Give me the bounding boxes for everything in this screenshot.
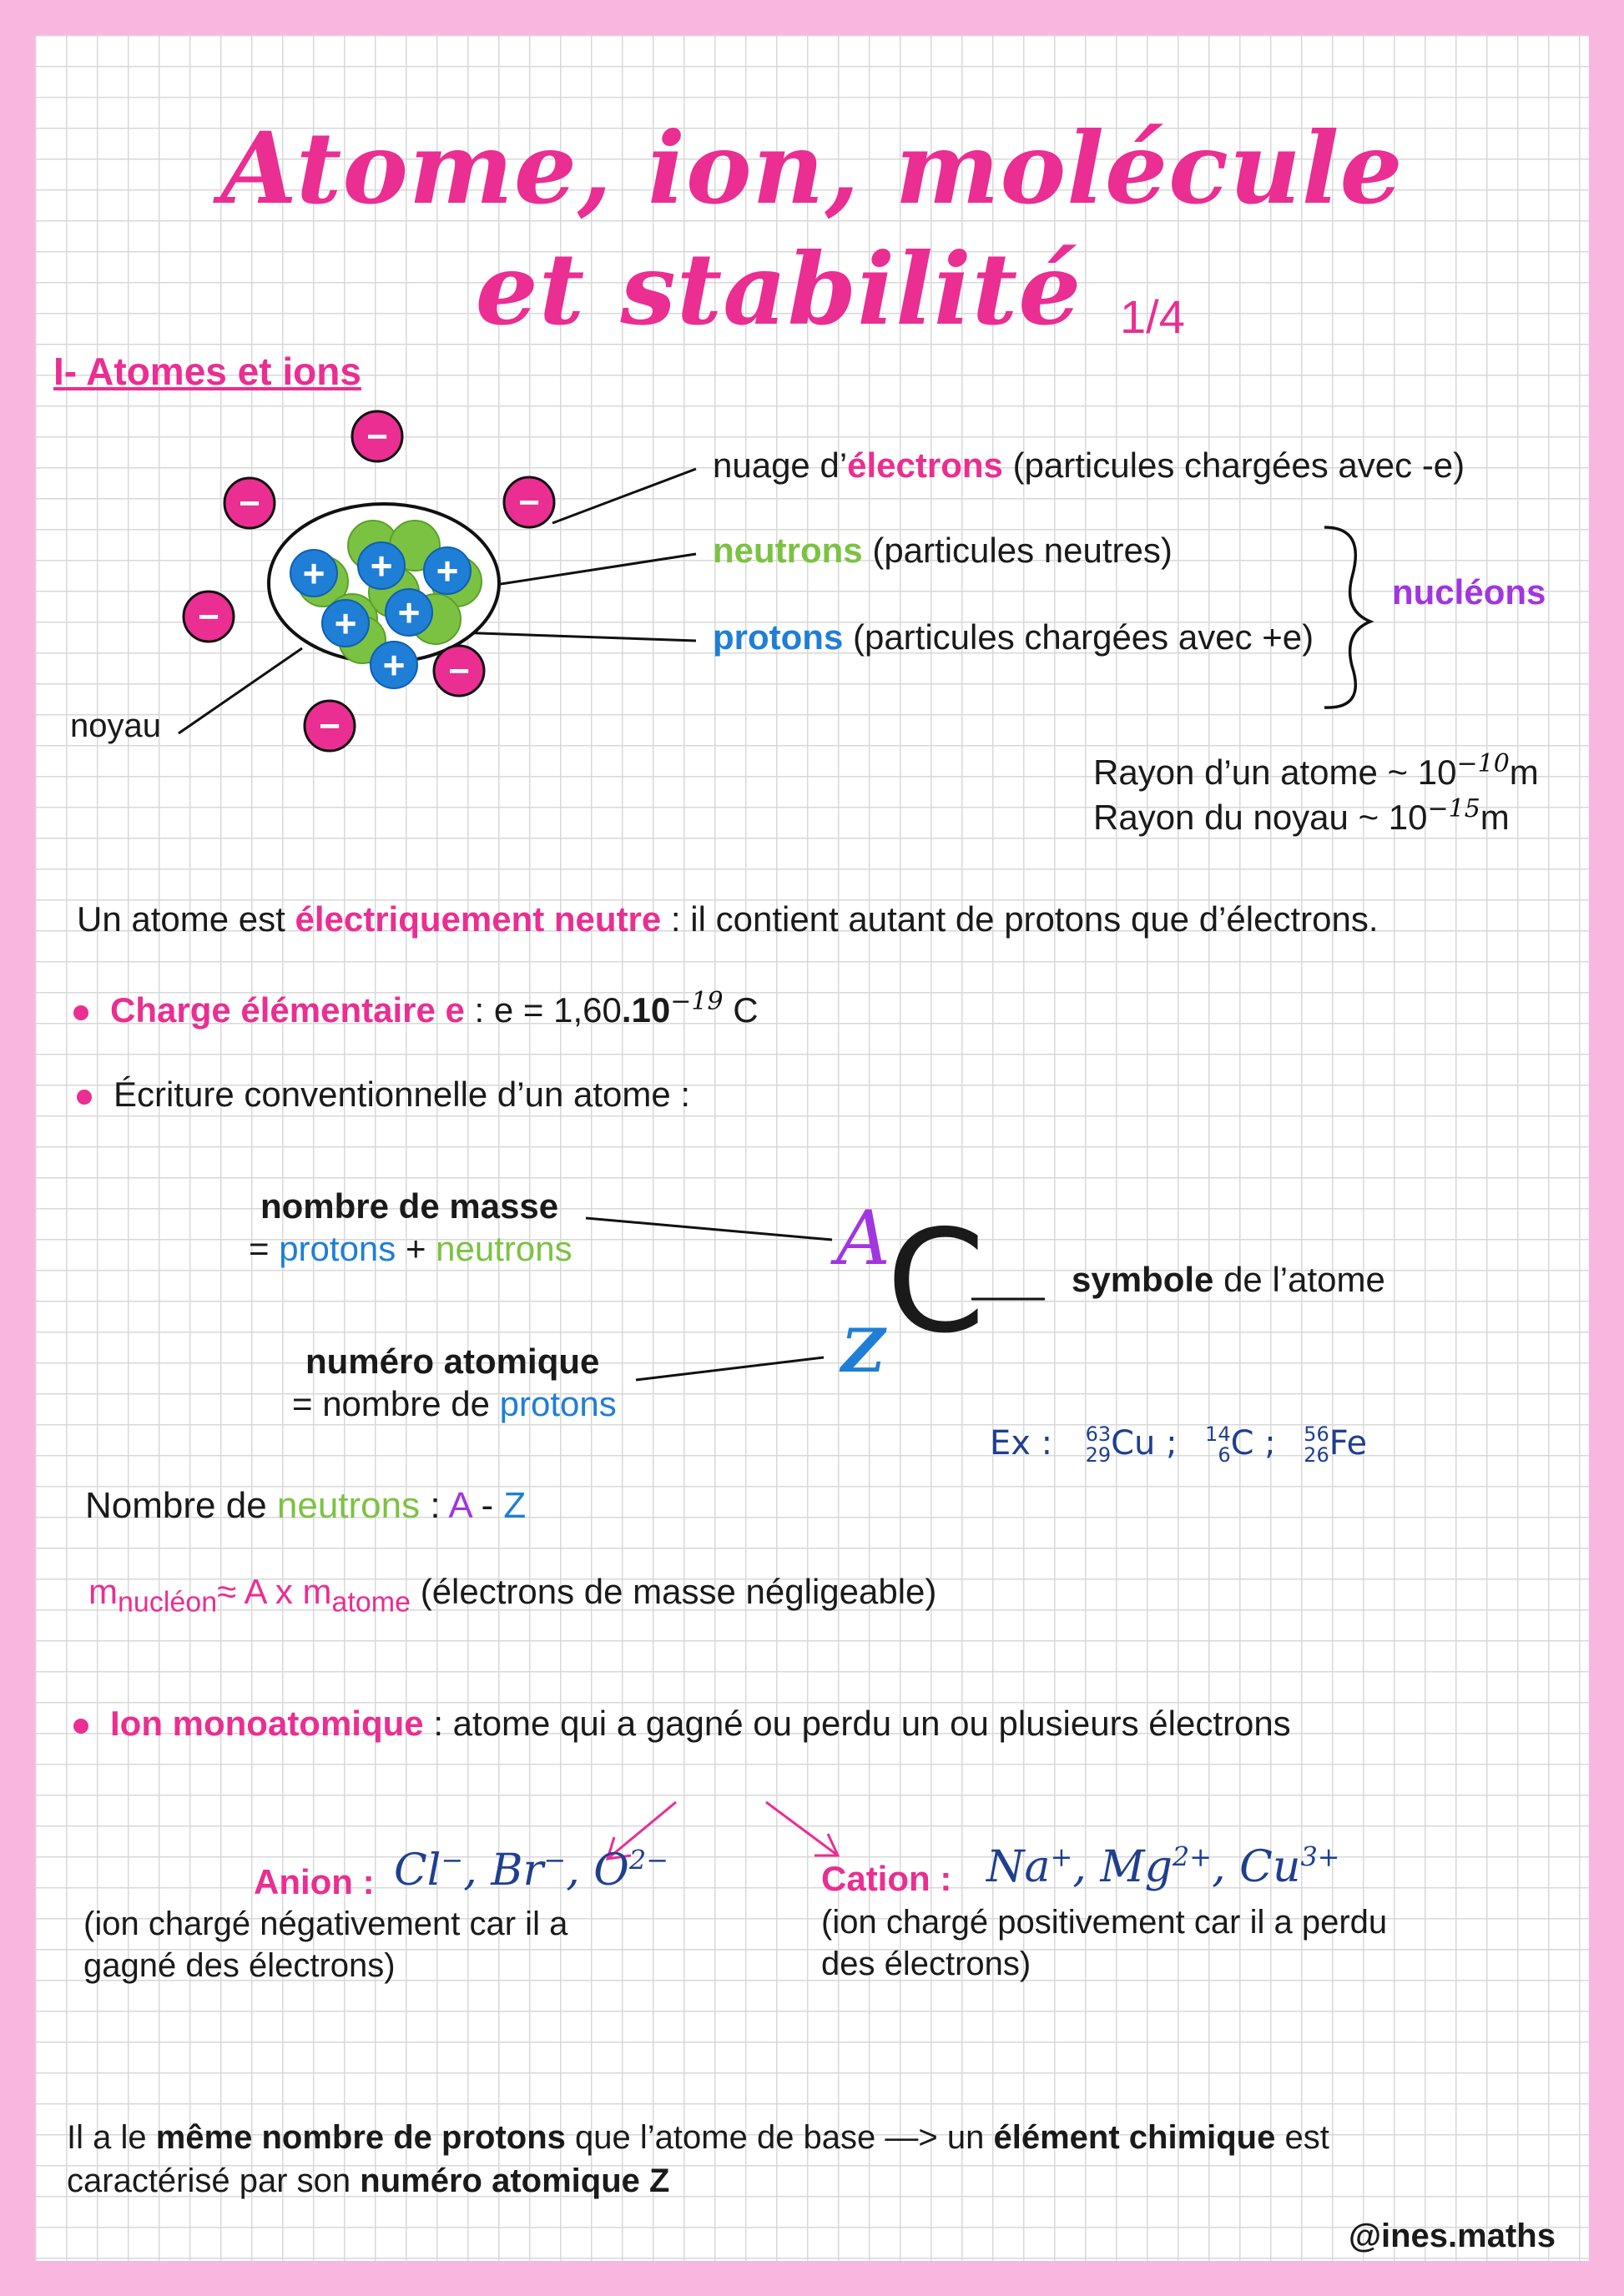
cation-label: Cation : [821, 1859, 952, 1898]
section-heading: I- Atomes et ions [53, 350, 361, 393]
neutron-count: Nombre de neutrons : A - Z [85, 1485, 527, 1526]
anion-label: Anion : [254, 1862, 375, 1901]
svg-text:+: + [436, 549, 459, 592]
mass-number-eq: = protons + neutrons [249, 1229, 572, 1268]
neutron-leader-line [490, 554, 696, 586]
svg-text:−: − [319, 706, 340, 747]
note-sheet [35, 35, 1589, 2261]
symbol-label: symbole de l’atome [1072, 1260, 1385, 1299]
svg-text:+: + [397, 591, 421, 634]
nucleons-brace [1324, 527, 1370, 707]
ion-definition: Ion monoatomique : atome qui a gagné ou perdu un ou plusieurs électrons [73, 1704, 1291, 1744]
nucleus-radius: Rayon du noyau ~ $10^{-15}m$ [1093, 794, 1510, 837]
noyau-leader-line [179, 648, 302, 733]
mass-approximation: $m_{nucléon}\approx A$ x $m_{atome}$ (électrons de masse négligeable) [88, 1572, 937, 1619]
cation-description-1: (ion chargé positivement car il a perdu [821, 1904, 1388, 1941]
svg-text:+: + [370, 544, 393, 587]
notation-heading: Écriture conventionnelle d’un atome : [77, 1075, 690, 1115]
cation-description-2: des électrons) [821, 1946, 1031, 1982]
conclusion-line-1: Il a le même nombre de protons que l’atome de base —> un élément chimique est [67, 2119, 1329, 2156]
atomic-number-eq: = nombre de protons [292, 1384, 617, 1423]
author-signature: @ines.maths [1349, 2218, 1556, 2254]
anion-description-2: gagné des électrons) [83, 1947, 396, 1984]
conclusion-line-2: caractérisé par son numéro atomique Z [67, 2163, 670, 2199]
svg-text:+: + [302, 551, 325, 595]
neutron-label: neutrons (particules neutres) [713, 531, 1173, 570]
title-line-2: et stabilité [475, 231, 1082, 347]
isotope-examples: Ex : 63 29 Cu ; 14 6 C ; 56 26 Fe [990, 1422, 1368, 1468]
noyau-label: noyau [70, 707, 161, 744]
nucleons-label: nucléons [1392, 572, 1546, 612]
svg-text:−: − [448, 651, 470, 692]
electron-leader-line [552, 469, 696, 523]
element-symbol-C: C [886, 1200, 986, 1365]
cation-examples: Na+, $Mg^{2+}$, $Cu^{3+}$ [986, 1840, 1340, 1892]
svg-text:−: − [518, 482, 540, 523]
bullet-dot [77, 1090, 92, 1105]
bullet-dot [73, 1005, 88, 1020]
charge-line: Charge élémentaire e : $e = 1,60.10^{-19}$ C [73, 990, 759, 1030]
atomic-number-title: numéro atomique [305, 1342, 600, 1381]
title-line-1: Atome, ion, molécule [220, 110, 1404, 226]
anion-description-1: (ion chargé négativement car il a [83, 1906, 568, 1942]
mass-number-A: A [836, 1195, 890, 1282]
mass-number-title: nombre de masse [260, 1186, 559, 1226]
neutral-sentence: Un atome est électriquement neutre : il contient autant de protons que d’électrons. [77, 899, 1379, 939]
page-number: 1/4 [1120, 290, 1185, 343]
atomic-number-Z: Z [841, 1315, 885, 1386]
svg-text:−: − [198, 597, 219, 637]
svg-text:+: + [382, 643, 406, 687]
svg-text:−: − [366, 416, 388, 457]
svg-text:−: − [239, 483, 260, 524]
anion-examples: Cl−, Br−, $O^{2-}$ [394, 1844, 669, 1896]
atom-radius: Rayon d’un atome ~ $10^{-10}m$ [1093, 749, 1539, 792]
electron-label: nuage d’électrons (particules chargées avec -e) [713, 446, 1465, 485]
proton-label: protons (particules chargées avec +e) [713, 617, 1314, 657]
svg-text:+: + [334, 602, 357, 645]
bullet-dot [73, 1719, 88, 1734]
